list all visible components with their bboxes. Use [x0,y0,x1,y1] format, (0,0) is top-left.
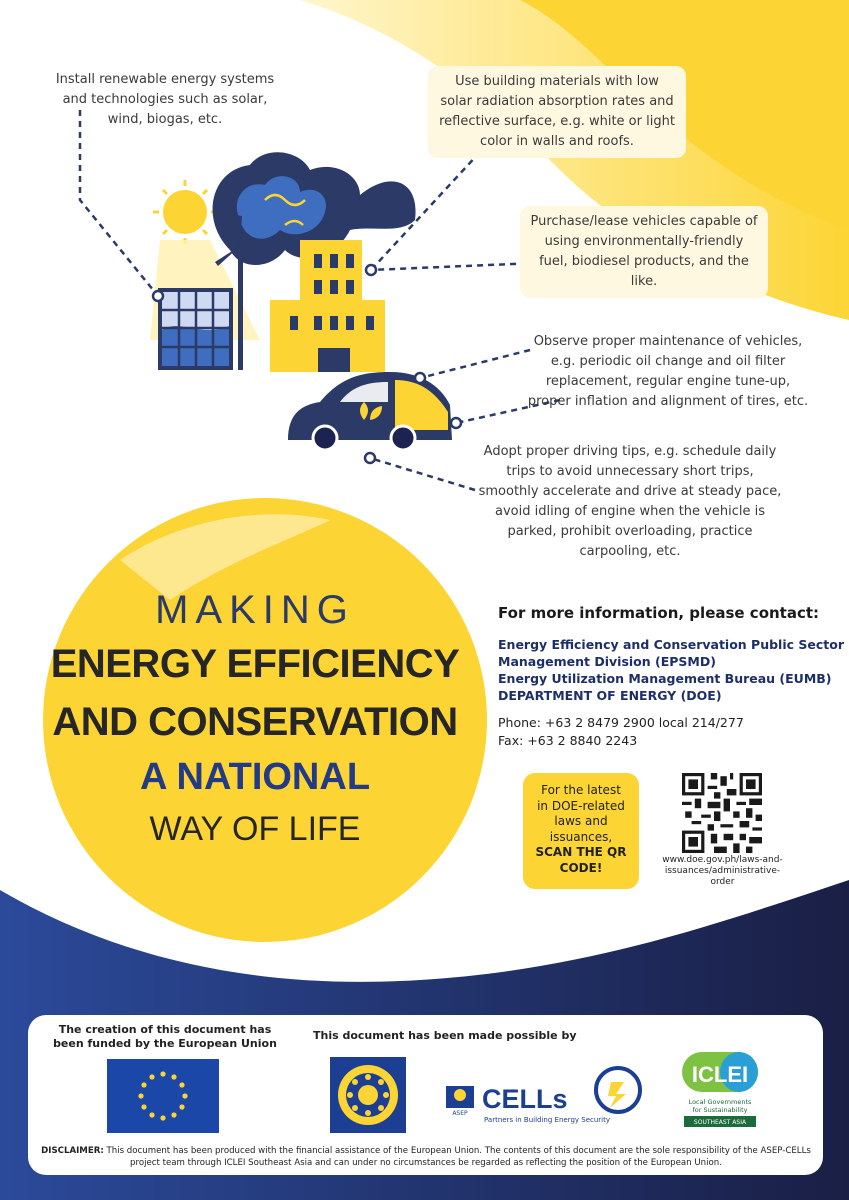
tip-vehicles: Purchase/lease vehicles capable of using environmentally-friendly fuel, biodiesel products, and the like. [520,206,768,298]
fax-number: Fax: +63 2 8840 2243 [498,733,638,748]
iclei-logo [680,1052,760,1134]
qr-callout [523,773,639,889]
contact-organization [498,636,845,704]
disclaimer [40,1145,812,1169]
asep-tagline: Partners in Building Energy Security [484,1116,611,1124]
title-a-national: A NATIONAL [139,756,371,798]
title-way-of-life: WAY OF LIFE [149,810,361,848]
tip-building-materials: Use building materials with low solar radiation absorption rates and reflective surface, e.g. white or light color in walls and roofs. [428,66,686,158]
qr-callout-line: For the latest [541,783,621,797]
qr-callout-line: in DOE-related [537,798,625,813]
disclaimer-label: DISCLAIMER: [41,1146,104,1156]
org-line: Energy Utilization Management Bureau (EUMB) [498,671,832,686]
qr-url[interactable]: www.doe.gov.ph/laws-and-issuances/administrative-order [662,855,783,887]
qr-callout-line: laws and [554,814,608,828]
disclaimer-text: This document has been produced with the financial assistance of the European Union. The contents of this document are the sole responsibility of the ASEP-CELLs project team through ICLEI Southeast Asia and can under no circumstances be regarded as reflecting the position of the European Union. [106,1146,811,1168]
qr-callout-line: issuances, [549,829,613,844]
qr-cta: SCAN THE QR [535,845,627,859]
org-line: Management Division (EPSMD) [498,654,716,669]
contact-numbers [498,714,828,750]
title-and-conservation: AND CONSERVATION [52,700,458,744]
iclei-subtitle: for Sustainability [692,1106,748,1114]
asep-cells-logo [446,1062,646,1128]
made-possible-text: This document has been made possible by [313,1029,577,1042]
doe-seal-logo [330,1057,406,1133]
iclei-wordmark: ICLEI [691,1062,749,1087]
cells-wordmark: CELLs [482,1084,568,1114]
iclei-region: SOUTHEAST ASIA [693,1119,747,1126]
tip-driving: Adopt proper driving tips, e.g. schedule daily trips to avoid unnecessary short trips, smoothly accelerate and drive at steady pace, avoid idling of engine when the vehicle is parked, prohibit overloading, practice carpooling, etc. [478,444,782,559]
qr-cta: CODE! [559,860,603,875]
solar-panel-icon [158,288,233,370]
qr-code-icon[interactable] [682,773,762,853]
contact-heading: For more information, please contact: [498,604,820,622]
funded-by-text: The creation of this document has been funded by the European Union [53,1023,277,1050]
org-line: DEPARTMENT OF ENERGY (DOE) [498,688,722,703]
car-icon [288,372,452,450]
org-line: Energy Efficiency and Conservation Public Sector [498,637,845,652]
title-energy-efficiency: ENERGY EFFICIENCY [50,642,460,686]
eu-flag-logo [107,1059,219,1133]
title-making: MAKING [155,588,355,632]
iclei-subtitle: Local Governments [688,1098,752,1106]
tip-maintenance: Observe proper maintenance of vehicles, e.g. periodic oil change and oil filter replacement, regular engine tune-up, proper inflation and alignment of tires, etc. [527,334,809,409]
asep-small-text: ASEP [452,1110,468,1117]
phone-number: Phone: +63 2 8479 2900 local 214/277 [498,715,744,730]
building-icon [270,240,385,372]
tip-renewable: Install renewable energy systems and technologies such as solar, wind, biogas, etc. [55,72,275,127]
